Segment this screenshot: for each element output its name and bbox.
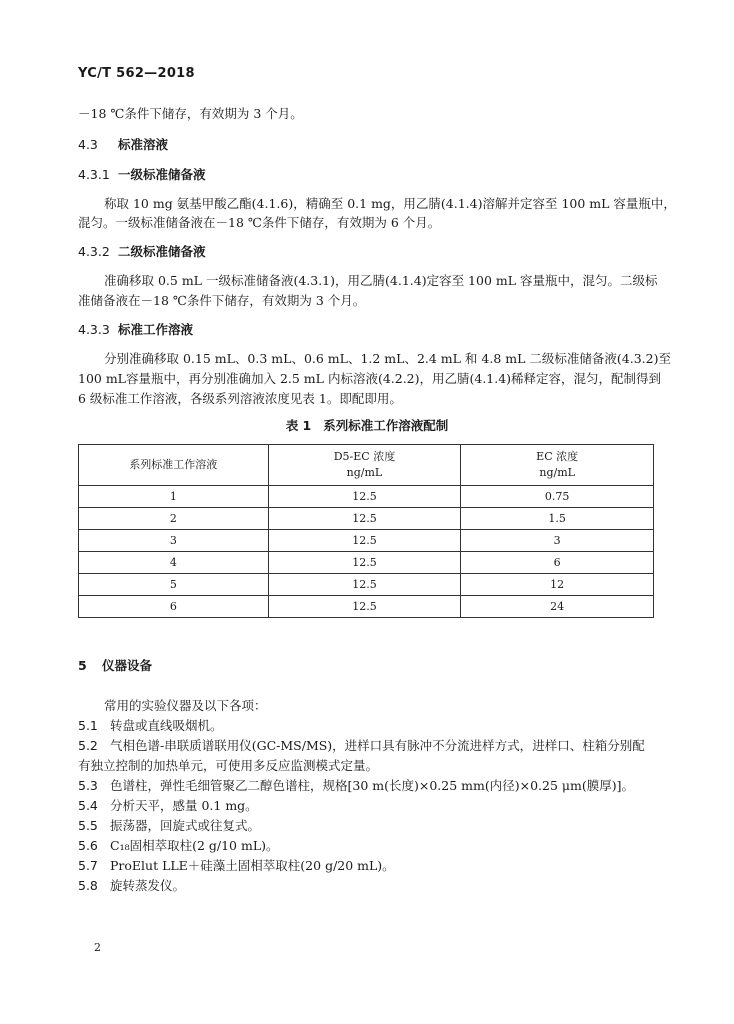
list-item-number: 5.8 [78,878,98,893]
cell-d5ec: 12.5 [268,530,461,552]
list-item-number: 5.1 [78,718,98,733]
section-heading-4-3-1 [78,165,206,183]
paragraph-line: 100 mL容量瓶中，再分别准确加入 2.5 mL 内标溶液(4.2.2)，用乙腈(4.1.4)稀释定容，混匀，配制得到 [78,371,662,386]
cell-ec: 12 [461,574,654,596]
section-number: 4.3.1 [78,167,110,182]
list-item-text: 色谱柱，弹性毛细管聚乙二醇色谱柱，规格[30 m(长度)×0.25 mm(内径)×0.25 μm(膜厚)]。 [110,778,634,793]
list-item-number: 5.2 [78,738,98,753]
list-item-text: 转盘或直线吸烟机。 [110,718,223,733]
table-caption-number: 表 1 [285,418,312,433]
cell-series: 3 [79,530,269,552]
cell-series: 4 [79,552,269,574]
cell-d5ec: 12.5 [268,552,461,574]
section-heading-4-3-2 [78,242,206,260]
list-item-continuation [78,756,378,774]
paragraph-line: 6 级标准工作溶液，各级系列溶液浓度见表 1。即配即用。 [78,391,402,406]
list-intro: 常用的实验仪器及以下各项： [104,698,267,713]
table-row [79,508,654,530]
section-title: 标准工作溶液 [118,322,194,337]
list-item-text: C₁₈固相萃取柱(2 g/10 mL)。 [110,838,279,853]
header-d5ec-name: D5-EC 浓度 [333,450,396,463]
cell-series: 2 [79,508,269,530]
section-title: 一级标准储备液 [118,167,206,182]
section-heading-4-3 [78,135,168,153]
list-item-text: 振荡器，回旋式或往复式。 [110,818,261,833]
list-item-number: 5.5 [78,818,98,833]
list-item-number: 5.3 [78,778,98,793]
header-ec-concentration [461,445,654,486]
cell-series: 1 [79,486,269,508]
cell-ec: 1.5 [461,508,654,530]
cell-d5ec: 12.5 [268,574,461,596]
section-number: 5 [78,658,87,673]
list-item [78,876,185,894]
header-d5ec-concentration [268,445,461,486]
cell-series: 5 [79,574,269,596]
table-caption [0,416,734,434]
paragraph-line: 准确移取 0.5 mL 一级标准储备液(4.3.1)，用乙腈(4.1.4)定容至 100 mL 容量瓶中，混匀。二级标 [104,273,658,288]
table-row [79,574,654,596]
table-row [79,486,654,508]
paragraph-line: 混匀。一级标准储备液在－18 ℃条件下储存，有效期为 6 个月。 [78,215,441,230]
list-item-text: 旋转蒸发仪。 [110,878,186,893]
section-title: 标准溶液 [118,137,169,152]
cell-ec: 0.75 [461,486,654,508]
paragraph-line: 分别准确移取 0.15 mL、0.3 mL、0.6 mL、1.2 mL、2.4 mL 和 4.8 mL 二级标准储备液(4.3.2)至 [104,351,671,366]
section-heading-5 [78,656,152,674]
list-item [78,776,634,794]
table-header-row [79,445,654,486]
list-item-text: 分析天平，感量 0.1 mg。 [110,798,258,813]
cell-ec: 3 [461,530,654,552]
cell-d5ec: 12.5 [268,486,461,508]
list-item [78,836,279,854]
list-item-text: 气相色谱-串联质谱联用仪(GC-MS/MS)，进样口具有脉冲不分流进样方式，进样口、柱箱分别配 [110,738,645,753]
table-caption-title: 系列标准工作溶液配制 [323,418,449,433]
list-item [78,856,395,874]
header-ec-unit: ng/mL [539,466,575,479]
section-heading-4-3-3 [78,320,193,338]
paragraph-line: 准储备液在－18 ℃条件下储存，有效期为 3 个月。 [78,293,366,308]
list-item [78,816,260,834]
list-item [78,796,258,814]
table-row [79,596,654,618]
section-title: 仪器设备 [102,658,153,673]
header-d5ec-unit: ng/mL [346,466,383,479]
section-number: 4.3.2 [78,244,110,259]
section-title: 二级标准储备液 [118,244,206,259]
list-item-number: 5.4 [78,798,98,813]
paragraph-line: 称取 10 mg 氨基甲酸乙酯(4.1.6)，精确至 0.1 mg，用乙腈(4.1.4)溶解并定容至 100 mL 容量瓶中， [104,196,676,211]
section-number: 4.3 [78,137,98,152]
cell-d5ec: 12.5 [268,596,461,618]
list-item-number: 5.6 [78,838,98,853]
cell-ec: 6 [461,552,654,574]
header-ec-name: EC 浓度 [536,450,579,463]
cell-d5ec: 12.5 [268,508,461,530]
continued-text-line: －18 ℃条件下储存，有效期为 3 个月。 [78,106,303,121]
table-row [79,530,654,552]
standard-solutions-table [78,444,654,618]
list-item [78,736,645,754]
list-item-text: ProElut LLE＋硅藻土固相萃取柱(20 g/20 mL)。 [110,858,395,873]
standard-code-header: YC/T 562—2018 [78,66,195,81]
cell-ec: 24 [461,596,654,618]
list-item-text: 有独立控制的加热单元，可使用多反应监测模式定量。 [78,758,379,773]
list-item-number: 5.7 [78,858,98,873]
table-row [79,552,654,574]
cell-series: 6 [79,596,269,618]
list-item [78,716,223,734]
page-number: 2 [94,941,101,954]
section-number: 4.3.3 [78,322,110,337]
header-series-solution: 系列标准工作溶液 [79,445,269,486]
